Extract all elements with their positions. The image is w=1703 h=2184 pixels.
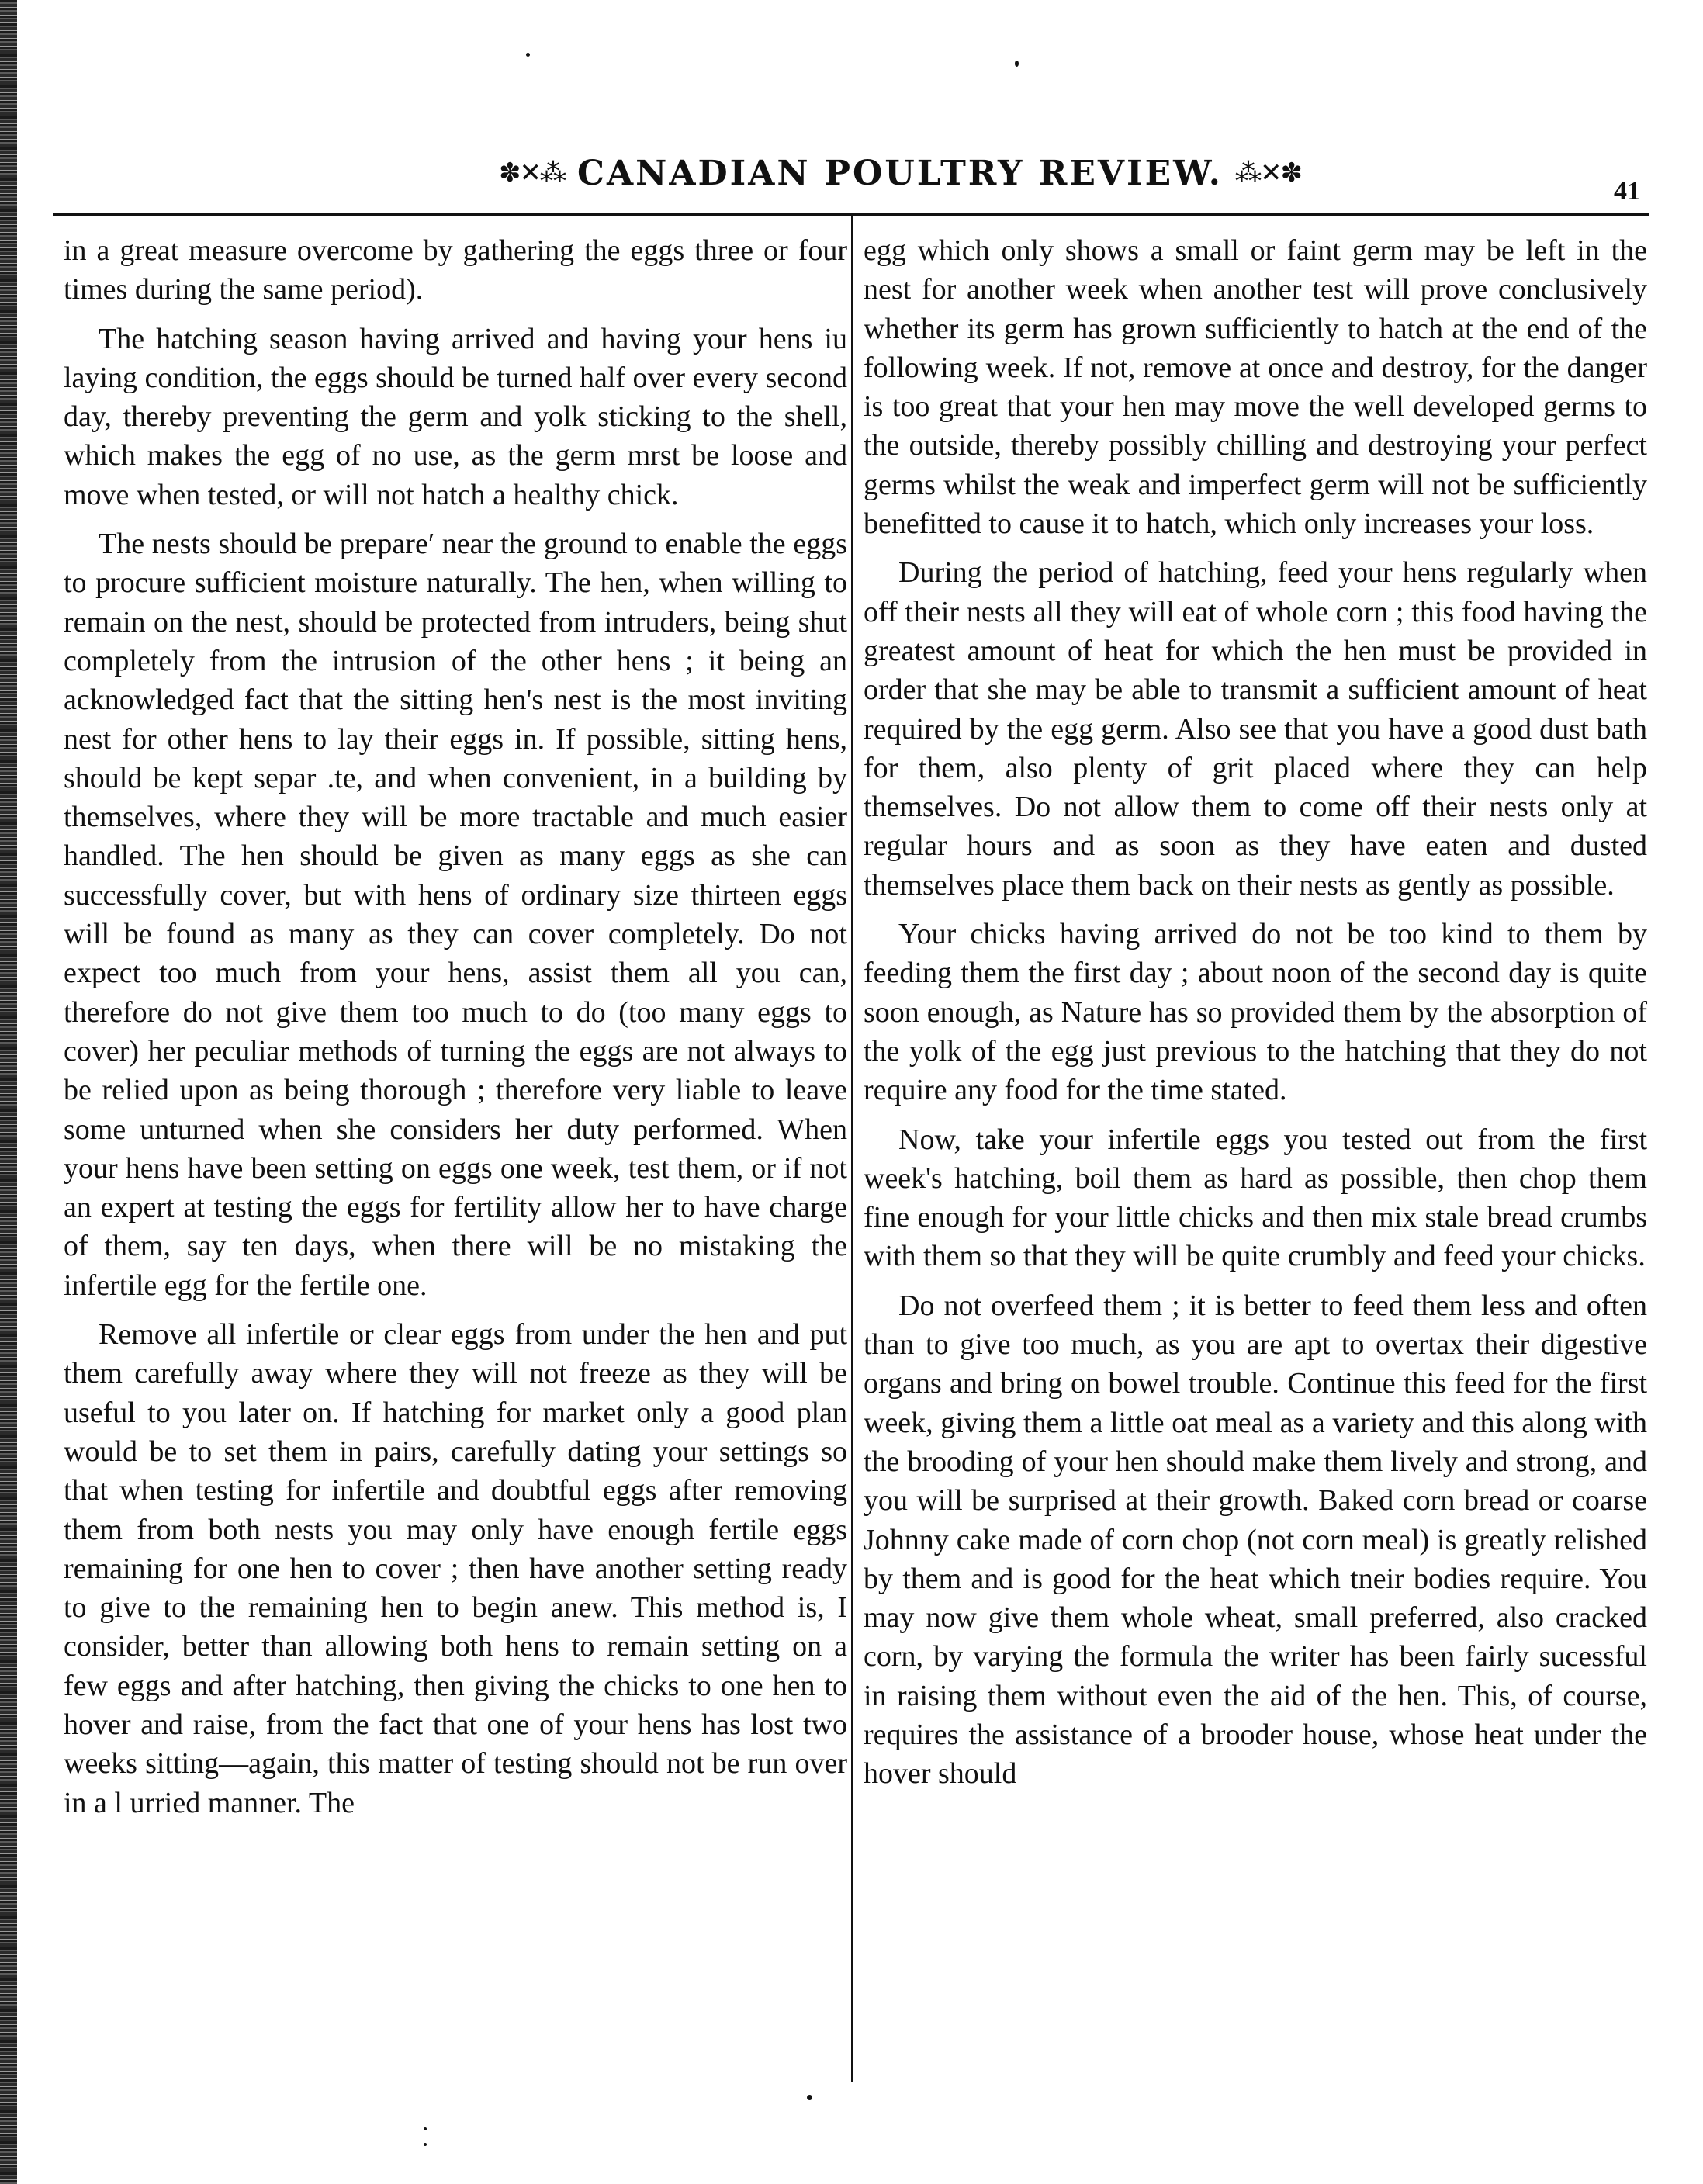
right-column [864, 231, 1647, 1804]
scan-binding-edge [0, 0, 17, 2184]
scan-speck [807, 2095, 812, 2100]
right-ornament: ⁂✕✽ [1235, 159, 1301, 188]
paragraph: Remove all infertile or clear eggs from under the hen and put them carefully away where they will not freeze as they will be useful to you later on. If hatching for market only a good plan would be to set them in pairs, carefully dating your settings so that when testing for infertile and doubtful eggs after removing them from both nests you may only have enough fertile eggs remaining for one hen to cover ; then have another setting ready to give to the remaining hen to begin anew. This method is, I consider, better than allowing both hens to remain setting on a few eggs and after hatching, then giving the chicks to one hen to hover and raise, from the fact that one of your hens has lost two weeks sitting—again, this matter of testing should not be run over in a l urried manner. The [64, 1318, 847, 1819]
paragraph: egg which only shows a small or faint germ may be left in the nest for another week when another test will prove conclusively whether its germ has grown sufficiently to hatch at the end of the following week. If not, remove at once and destroy, for the danger is too great that your hen may move the well developed germs to the outside, thereby possibly chilling and destroying your perfect germs whilst the weak and imperfect germ will not be sufficiently benefitted to cause it to hatch, which only increases your loss. [864, 234, 1647, 541]
paragraph: The nests should be prepare′ near the ground to enable the eggs to procure sufficient moisture naturally. The hen, when willing to remain on the nest, should be protected from intruders, being shut completely from the intrusion of the other hens ; it being an acknowledged fact that the sitting hen's nest is the most inviting nest for other hens to lay their eggs in. If possible, sitting hens, should be kept separ .te, and when convenient, in a building by themselves, where they will be more tractable and much easier handled. The hen should be given as many eggs as she can successfully cover, but with hens of ordinary size thirteen eggs will be found as many as they can cover completely. Do not expect too much from your hens, assist them all you can, therefore do not give them too much to do (too many eggs to cover) her peculiar methods of turning the eggs are not always to be relied upon as being thorough ; therefore very liable to leave some unturned when she considers her duty performed. When your hens have been setting on eggs one week, test them, or if not an expert at testing the eggs for fertility allow her to have charge of them, say ten days, when there will be no mistaking the infertile egg for the fertile one. [64, 528, 847, 1302]
masthead [499, 146, 1301, 200]
left-column [64, 231, 847, 1833]
paragraph: The hatching season having arrived and having your hens iu laying condition, the eggs should be turned half over every second day, thereby preventing the germ and yolk sticking to the shell, which makes the egg of no use, as the germ mrst be loose and move when tested, or will not hatch a healthy chick. [64, 322, 847, 511]
scan-speck [424, 2143, 427, 2146]
scan-speck [424, 2127, 427, 2130]
masthead-title: CANADIAN POULTRY REVIEW. [577, 153, 1223, 193]
paragraph: Do not overfeed them ; it is better to feed them less and often than to give too much, as you are apt to overtax their digestive organs and bring on bowel trouble. Continue this feed for the first week, giving them a little oat meal as a variety and this along with the brooding of your hen should make them lively and strong, and you will be surprised at their growth. Baked corn bread or coarse Johnny cake made of corn chop (not corn meal) is greatly relished by them and is good for the heat which tneir bodies require. You may now give them whole wheat, small preferred, also cracked corn, by varying the formula the writer has been fairly sucessful in raising them without even the aid of the hen. This, of course, requires the assistance of a brooder house, whose heat under the hover should [864, 1289, 1647, 1791]
column-divider [851, 216, 853, 2082]
paragraph: Your chicks having arrived do not be too kind to them by feeding them the first day ; about noon of the second day is quite soon enough, as Nature has so provided them by the absorption of the yolk of the egg just previous to the hatching that they do not require any food for the time stated. [864, 918, 1647, 1107]
paragraph: in a great measure overcome by gathering the eggs three or four times during the same period). [64, 234, 847, 306]
scan-speck [1015, 61, 1019, 67]
page-number: 41 [1614, 177, 1640, 206]
left-ornament: ✽✕⁂ [499, 159, 565, 188]
scan-speck [526, 53, 530, 57]
paragraph: Now, take your infertile eggs you tested out from the first week's hatching, boil them as hard as possible, then chop them fine enough for your little chicks and then mix stale bread crumbs with them so that they will be quite crumbly and feed your chicks. [864, 1123, 1647, 1273]
paragraph: During the period of hatching, feed your hens regularly when off their nests all they will eat of whole corn ; this food having the greatest amount of heat for which the hen must be provided in order that she may be able to transmit a sufficient amount of heat required by the egg germ. Also see that you have a good dust bath for them, also plenty of grit placed where they can help themselves. Do not allow them to come off their nests only at regular hours and as soon as they have eaten and dusted themselves place them back on their nests as gently as possible. [864, 556, 1647, 902]
